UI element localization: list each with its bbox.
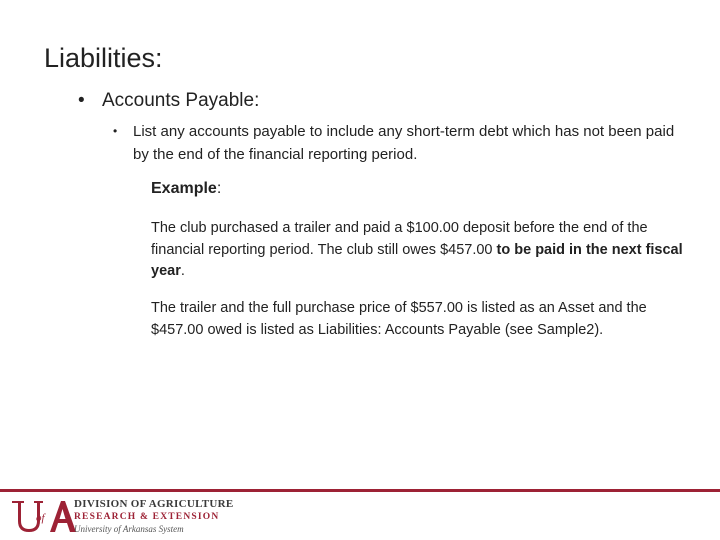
example-heading — [151, 180, 221, 198]
division-name: DIVISION OF AGRICULTURE — [74, 498, 234, 510]
example-paragraph-2: The trailer and the full purchase price of $557.00 is listed as an Asset and the $457.00 owed is listed as Liabilities: Accounts Payable (see Sample2). — [151, 300, 647, 338]
university-system: University of Arkansas System — [74, 523, 184, 534]
bullet-icon: • — [78, 90, 85, 111]
footer-divider — [0, 489, 720, 492]
slide-title: Liabilities: — [44, 43, 163, 73]
paragraph-1-emphasis: to be paid in the next fiscal year — [151, 241, 683, 279]
bullet-accounts-payable-label: Accounts Payable: — [102, 90, 260, 111]
example-heading-colon: : — [216, 180, 222, 197]
paragraph-1-text: The club purchased a trailer and paid a $100.00 deposit before the end of the financial reporting period. The club still owes $457.00 — [151, 220, 648, 258]
division-wordmark — [74, 499, 234, 534]
example-heading-label: Example — [151, 180, 217, 197]
bullet-accounts-payable — [78, 90, 259, 112]
example-paragraph-1 — [151, 218, 691, 283]
paragraph-1-end: . — [180, 263, 185, 279]
bullet-icon: • — [113, 124, 118, 138]
bullet-description — [113, 120, 683, 166]
bullet-description-text: List any accounts payable to include any short-term debt which has not been paid by the end of the financial reporting period. — [133, 123, 675, 163]
division-subtitle: RESEARCH & EXTENSION — [74, 512, 220, 522]
svg-text:of: of — [36, 512, 45, 524]
